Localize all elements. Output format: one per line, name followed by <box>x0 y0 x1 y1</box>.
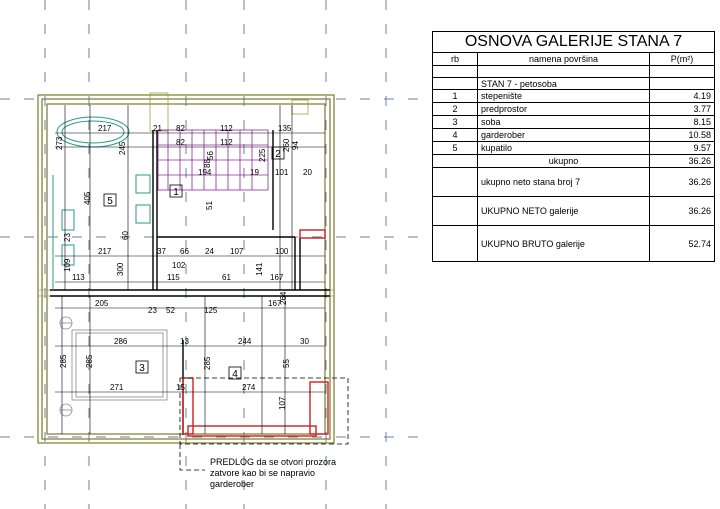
row-name: stepenište <box>478 90 650 103</box>
bed <box>60 317 167 416</box>
dimension-lines <box>55 105 325 434</box>
dim-label: 66 <box>180 247 189 256</box>
row-name: garderober <box>478 129 650 142</box>
dim-label: 285 <box>203 356 212 370</box>
area-table <box>432 31 715 262</box>
room-tag-5: 5 <box>107 196 113 207</box>
room-tag-3: 3 <box>139 363 145 374</box>
row-rb: 5 <box>433 142 478 155</box>
dim-label: 82 <box>176 124 185 133</box>
note-line: garderober <box>210 479 255 489</box>
row-name: predprostor <box>478 103 650 116</box>
room-tag-1: 1 <box>173 187 179 198</box>
row-name: soba <box>478 116 650 129</box>
dim-label: 285 <box>59 354 68 368</box>
dim-label: 194 <box>198 168 212 177</box>
dim-label: 300 <box>116 262 125 276</box>
dim-label: 51 <box>205 201 214 210</box>
ukupno-value: 36.26 <box>650 155 715 168</box>
dim-label: 55 <box>282 359 291 368</box>
dim-label: 15 <box>176 383 185 392</box>
row-area: 8.15 <box>650 116 715 129</box>
dim-label: 273 <box>55 136 64 150</box>
dim-label: 217 <box>98 247 112 256</box>
room-tag-2: 2 <box>275 149 281 160</box>
dim-label: 61 <box>222 273 231 282</box>
dim-label: 167 <box>268 299 282 308</box>
dim-label: 271 <box>110 383 124 392</box>
dim-label: 115 <box>167 273 180 282</box>
dim-label: 405 <box>83 191 92 205</box>
row-area: 4.19 <box>650 90 715 103</box>
col-name-header: namena površina <box>478 53 650 66</box>
dim-label: 20 <box>303 168 312 177</box>
dim-label: 82 <box>176 138 185 147</box>
dim-label: 102 <box>172 261 186 270</box>
dim-label: 260 <box>282 138 291 152</box>
row-rb: 1 <box>433 90 478 103</box>
neto-stan-label: ukupno neto stana broj 7 <box>478 168 650 197</box>
dim-label: 141 <box>255 262 264 276</box>
ukupno-label: ukupno <box>478 155 650 168</box>
dim-label: 205 <box>95 299 109 308</box>
row-name: kupatilo <box>478 142 650 155</box>
room-tag-4: 4 <box>232 369 238 380</box>
dim-label: 13 <box>180 337 189 346</box>
neto-stan-value: 36.26 <box>650 168 715 197</box>
proposal-note <box>210 457 336 490</box>
dim-label: 245 <box>118 141 127 155</box>
row-rb: 4 <box>433 129 478 142</box>
bruto-galerije-label: UKUPNO BRUTO galerije <box>478 226 650 262</box>
dim-label: 52 <box>166 306 175 315</box>
row-rb: 2 <box>433 103 478 116</box>
dim-label: 225 <box>258 148 267 162</box>
row-area: 10.58 <box>650 129 715 142</box>
dim-label: 23 <box>148 306 157 315</box>
row-rb: 3 <box>433 116 478 129</box>
dim-label: 244 <box>238 337 252 346</box>
dim-label: 264 <box>279 291 288 305</box>
dim-label: 107 <box>278 396 287 410</box>
dim-label: 109 <box>63 258 72 272</box>
dim-label: 19 <box>250 168 259 177</box>
table-title: OSNOVA GALERIJE STANA 7 <box>433 32 715 53</box>
dim-label: 56 <box>206 151 215 160</box>
dim-label: 286 <box>114 337 128 346</box>
dim-label: 101 <box>275 168 289 177</box>
dim-label: 125 <box>204 306 218 315</box>
note-line: zatvore kao bi se napravio <box>210 468 316 478</box>
dim-label: 274 <box>242 383 256 392</box>
dim-label: 107 <box>230 247 244 256</box>
dim-label: 23 <box>63 233 72 242</box>
dim-label: 24 <box>205 247 214 256</box>
dim-label: 112 <box>220 138 233 147</box>
note-line: PREDLOG da se otvori prozora <box>210 457 337 467</box>
section-label: STAN 7 - petosoba <box>478 78 650 90</box>
neto-galerije-value: 36.26 <box>650 197 715 226</box>
dim-label: 30 <box>300 337 309 346</box>
dim-label: 100 <box>275 247 289 256</box>
dimension-labels <box>55 124 312 410</box>
row-area: 9.57 <box>650 142 715 155</box>
col-rb-header: rb <box>433 53 478 66</box>
dim-label: 113 <box>72 273 85 282</box>
dim-label: 88 <box>203 159 212 168</box>
dim-label: 135 <box>278 124 292 133</box>
dim-label: 112 <box>220 124 233 133</box>
dim-label: 94 <box>291 141 300 150</box>
neto-galerije-label: UKUPNO NETO galerije <box>478 197 650 226</box>
col-area-header: P(m²) <box>650 53 715 66</box>
dim-label: 285 <box>85 354 94 368</box>
dim-label: 21 <box>153 124 162 133</box>
row-area: 3.77 <box>650 103 715 116</box>
dim-label: 37 <box>157 247 166 256</box>
dim-label: 217 <box>98 124 112 133</box>
bruto-galerije-value: 52.74 <box>650 226 715 262</box>
dim-label: 167 <box>270 273 284 282</box>
dim-label: 60 <box>121 231 130 240</box>
